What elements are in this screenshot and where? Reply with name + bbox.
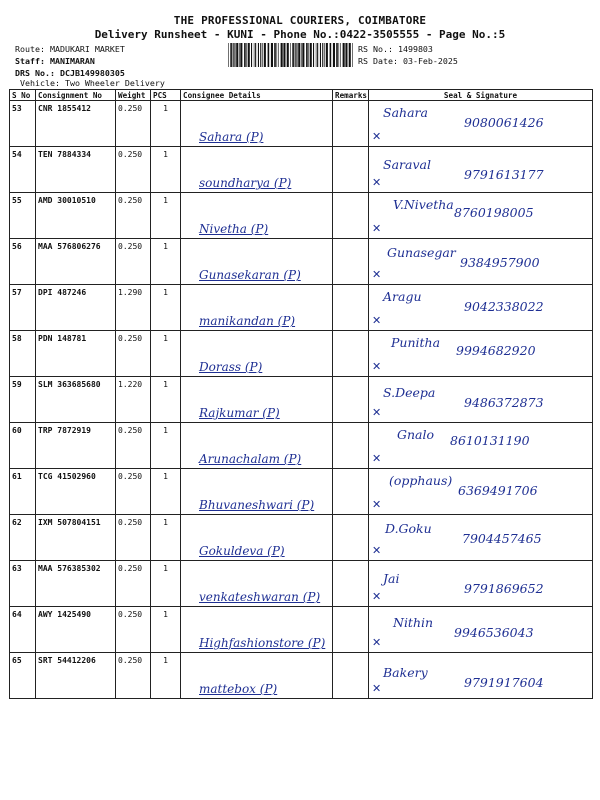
row-weight: 0.250 [116, 193, 151, 239]
row-sno: 65 [10, 653, 36, 699]
phone-number: 9042338022 [464, 299, 544, 314]
table-row [10, 101, 593, 147]
row-signature-cell [369, 239, 593, 285]
row-pcs: 1 [151, 377, 181, 423]
phone-number: 9994682920 [456, 343, 536, 358]
barcode-bar [234, 43, 235, 67]
x-mark-icon: ✕ [372, 590, 382, 603]
row-remarks [333, 285, 369, 331]
barcode-bar [228, 43, 229, 67]
barcode-bar [262, 43, 263, 67]
table-row [10, 561, 593, 607]
row-weight: 0.250 [116, 423, 151, 469]
table-row [10, 285, 593, 331]
row-consignee-cell [181, 193, 333, 239]
row-weight: 0.250 [116, 101, 151, 147]
row-signature-cell [369, 285, 593, 331]
barcode-bar [268, 43, 270, 67]
row-remarks [333, 561, 369, 607]
col-pcs: PCS [151, 90, 181, 101]
x-mark-icon: ✕ [372, 452, 382, 465]
consignee-name: venkateshwaran (P) [199, 590, 321, 604]
row-weight: 1.220 [116, 377, 151, 423]
table-row [10, 193, 593, 239]
row-consignment-no: IXM 507804151 [36, 515, 116, 561]
row-remarks [333, 193, 369, 239]
row-consignment-no: SRT 54412206 [36, 653, 116, 699]
table-row [10, 423, 593, 469]
phone-number: 8610131190 [450, 433, 530, 448]
col-signature: Seal & Signature [369, 90, 593, 101]
consignee-name: Gunasekaran (P) [199, 268, 301, 282]
row-weight: 1.290 [116, 285, 151, 331]
barcode-bar [255, 43, 256, 67]
row-signature-cell [369, 101, 593, 147]
consignee-name: manikandan (P) [199, 314, 296, 328]
x-mark-icon: ✕ [372, 176, 382, 189]
barcode-bar [233, 43, 234, 67]
signature: Jai [383, 571, 400, 586]
x-mark-icon: ✕ [372, 636, 382, 649]
row-pcs: 1 [151, 607, 181, 653]
signature: Nithin [393, 615, 434, 630]
barcode-bar [352, 43, 353, 67]
barcode-bar [324, 43, 325, 67]
row-weight: 0.250 [116, 469, 151, 515]
col-consignee: Consignee Details [181, 90, 333, 101]
x-mark-icon: ✕ [372, 682, 382, 695]
barcode-bar [308, 43, 309, 67]
barcode-bar [246, 43, 247, 67]
row-weight: 0.250 [116, 653, 151, 699]
barcode-bar [333, 43, 335, 67]
barcode-bar [281, 43, 283, 67]
consignee-name: Sahara (P) [199, 130, 264, 144]
signature: Saraval [383, 157, 431, 172]
row-remarks [333, 147, 369, 193]
row-signature-cell [369, 423, 593, 469]
barcode-bar [313, 43, 314, 67]
row-consignee-cell [181, 515, 333, 561]
signature: Sahara [383, 105, 428, 120]
consignee-name: soundharya (P) [199, 176, 292, 190]
table-row [10, 653, 593, 699]
row-sno: 55 [10, 193, 36, 239]
row-pcs: 1 [151, 101, 181, 147]
barcode-bar [320, 43, 321, 67]
phone-number: 9080061426 [464, 115, 544, 130]
table-row [10, 515, 593, 561]
table-row [10, 239, 593, 285]
barcode-bar [248, 43, 250, 67]
barcode-bar [296, 43, 297, 67]
row-signature-cell [369, 331, 593, 377]
barcode-bar [349, 43, 351, 67]
barcode-bar [277, 43, 278, 67]
row-consignee-cell [181, 377, 333, 423]
row-consignment-no: DPI 487246 [36, 285, 116, 331]
row-signature-cell [369, 607, 593, 653]
row-pcs: 1 [151, 469, 181, 515]
barcode-bar [230, 43, 232, 67]
row-remarks [333, 331, 369, 377]
row-consignee-cell [181, 561, 333, 607]
row-sno: 58 [10, 331, 36, 377]
row-sno: 56 [10, 239, 36, 285]
row-sno: 60 [10, 423, 36, 469]
barcode-bar [302, 43, 304, 67]
phone-number: 9384957900 [460, 255, 540, 270]
row-remarks [333, 239, 369, 285]
row-signature-cell [369, 193, 593, 239]
row-sno: 64 [10, 607, 36, 653]
barcode-bar [306, 43, 308, 67]
row-consignment-no: SLM 363685680 [36, 377, 116, 423]
barcode-bar [278, 43, 279, 67]
consignee-name: Gokuldeva (P) [199, 544, 285, 558]
barcode-bar [310, 43, 312, 67]
row-consignee-cell [181, 653, 333, 699]
row-pcs: 1 [151, 285, 181, 331]
col-consignment: Consignment No [36, 90, 116, 101]
phone-number: 7904457465 [462, 531, 542, 546]
barcode-icon [228, 43, 353, 67]
table-header-row [10, 90, 593, 101]
barcode-bar [258, 43, 259, 67]
row-sno: 59 [10, 377, 36, 423]
row-consignment-no: PDN 148781 [36, 331, 116, 377]
row-pcs: 1 [151, 561, 181, 607]
row-weight: 0.250 [116, 147, 151, 193]
row-remarks [333, 101, 369, 147]
barcode-bar [322, 43, 323, 67]
row-consignment-no: TRP 7872919 [36, 423, 116, 469]
consignee-name: Arunachalam (P) [199, 452, 302, 466]
phone-number: 9791613177 [464, 167, 544, 182]
x-mark-icon: ✕ [372, 360, 382, 373]
barcode-bar [271, 43, 273, 67]
consignee-name: Dorass (P) [199, 360, 263, 374]
x-mark-icon: ✕ [372, 544, 382, 557]
row-sno: 54 [10, 147, 36, 193]
row-weight: 0.250 [116, 515, 151, 561]
phone-number: 9791917604 [464, 675, 544, 690]
table-row [10, 607, 593, 653]
barcode-bar [295, 43, 296, 67]
barcode-bar [345, 43, 347, 67]
row-signature-cell [369, 147, 593, 193]
row-consignee-cell [181, 285, 333, 331]
row-sno: 57 [10, 285, 36, 331]
row-consignee-cell [181, 469, 333, 515]
phone-number: 9486372873 [464, 395, 544, 410]
barcode-bar [251, 43, 252, 67]
barcode-bar [264, 43, 266, 67]
row-consignment-no: AWY 1425490 [36, 607, 116, 653]
signature: D.Goku [385, 521, 432, 536]
barcode-bar [236, 43, 238, 67]
row-weight: 0.250 [116, 561, 151, 607]
signature: (opphaus) [389, 473, 453, 488]
x-mark-icon: ✕ [372, 268, 382, 281]
row-pcs: 1 [151, 147, 181, 193]
consignee-name: Nivetha (P) [199, 222, 269, 236]
barcode-bar [326, 43, 328, 67]
row-sno: 62 [10, 515, 36, 561]
barcode-bar [343, 43, 345, 67]
x-mark-icon: ✕ [372, 222, 382, 235]
staff-label: Staff: MANIMARAN [15, 56, 95, 66]
barcode-bar [260, 43, 261, 67]
row-consignee-cell [181, 147, 333, 193]
barcode-bar [274, 43, 276, 67]
signature: Gunasegar [387, 245, 456, 260]
barcode-bar [336, 43, 338, 67]
barcode-bar [244, 43, 246, 67]
col-sno: S No [10, 90, 36, 101]
signature: V.Nivetha [393, 197, 454, 212]
row-consignee-cell [181, 239, 333, 285]
runsheet-table [9, 89, 593, 699]
row-weight: 0.250 [116, 331, 151, 377]
phone-number: 9946536043 [454, 625, 534, 640]
rs-number: RS No.: 1499803 [358, 44, 433, 54]
barcode-bar [292, 43, 294, 67]
barcode-bar [287, 43, 289, 67]
barcode-bar [301, 43, 302, 67]
signature: Punitha [391, 335, 441, 350]
consignee-name: Rajkumar (P) [199, 406, 280, 420]
row-consignment-no: TEN 7884334 [36, 147, 116, 193]
drs-number: DRS No.: DCJB149980305 [15, 68, 125, 78]
barcode-bar [340, 43, 341, 67]
signature: S.Deepa [383, 385, 436, 400]
row-consignee-cell [181, 331, 333, 377]
row-pcs: 1 [151, 423, 181, 469]
barcode-bar [290, 43, 291, 67]
row-remarks [333, 423, 369, 469]
row-signature-cell [369, 377, 593, 423]
col-remarks: Remarks [333, 90, 369, 101]
row-signature-cell [369, 515, 593, 561]
x-mark-icon: ✕ [372, 130, 382, 143]
row-pcs: 1 [151, 193, 181, 239]
table-row [10, 331, 593, 377]
row-weight: 0.250 [116, 239, 151, 285]
row-signature-cell [369, 469, 593, 515]
row-consignment-no: CNR 1855412 [36, 101, 116, 147]
row-pcs: 1 [151, 331, 181, 377]
barcode-bar [317, 43, 318, 67]
row-remarks [333, 469, 369, 515]
row-consignment-no: MAA 576385302 [36, 561, 116, 607]
x-mark-icon: ✕ [372, 314, 382, 327]
row-pcs: 1 [151, 239, 181, 285]
row-signature-cell [369, 653, 593, 699]
barcode-bar [283, 43, 285, 67]
barcode-bar [298, 43, 300, 67]
row-sno: 61 [10, 469, 36, 515]
signature: Gnalo [397, 427, 435, 442]
phone-number: 8760198005 [454, 205, 534, 220]
courier-title: THE PROFESSIONAL COURIERS, COIMBATORE [173, 14, 427, 27]
route-label: Route: MADUKARI MARKET [15, 44, 125, 54]
phone-number: 6369491706 [458, 483, 538, 498]
barcode-bar [330, 43, 332, 67]
barcode-bar [339, 43, 340, 67]
row-pcs: 1 [151, 653, 181, 699]
row-consignment-no: MAA 576806276 [36, 239, 116, 285]
row-consignee-cell [181, 607, 333, 653]
x-mark-icon: ✕ [372, 498, 382, 511]
row-sno: 53 [10, 101, 36, 147]
runsheet-subtitle: Delivery Runsheet - KUNI - Phone No.:0422-3505555 - Page No.:5 [94, 28, 506, 41]
row-consignee-cell [181, 423, 333, 469]
phone-number: 9791869652 [464, 581, 544, 596]
row-consignee-cell [181, 101, 333, 147]
barcode-bar [239, 43, 240, 67]
barcode-bar [240, 43, 242, 67]
consignee-name: Bhuvaneshwari (P) [199, 498, 315, 512]
barcode-bar [316, 43, 317, 67]
signature: Bakery [383, 665, 428, 680]
row-pcs: 1 [151, 515, 181, 561]
row-remarks [333, 653, 369, 699]
signature: Aragu [383, 289, 422, 304]
table-row [10, 469, 593, 515]
consignee-name: Highfashionstore (P) [199, 636, 326, 650]
row-consignment-no: AMD 30010510 [36, 193, 116, 239]
row-remarks [333, 515, 369, 561]
consignee-name: mattebox (P) [199, 682, 278, 696]
row-remarks [333, 377, 369, 423]
barcode-bar [254, 43, 255, 67]
row-consignment-no: TCG 41502960 [36, 469, 116, 515]
table-row [10, 147, 593, 193]
row-remarks [333, 607, 369, 653]
row-signature-cell [369, 561, 593, 607]
row-weight: 0.250 [116, 607, 151, 653]
rs-date: RS Date: 03-Feb-2025 [358, 56, 458, 66]
x-mark-icon: ✕ [372, 406, 382, 419]
table-row [10, 377, 593, 423]
col-weight: Weight [116, 90, 151, 101]
row-sno: 63 [10, 561, 36, 607]
vehicle-label: Vehicle: Two Wheeler Delivery [20, 78, 165, 88]
